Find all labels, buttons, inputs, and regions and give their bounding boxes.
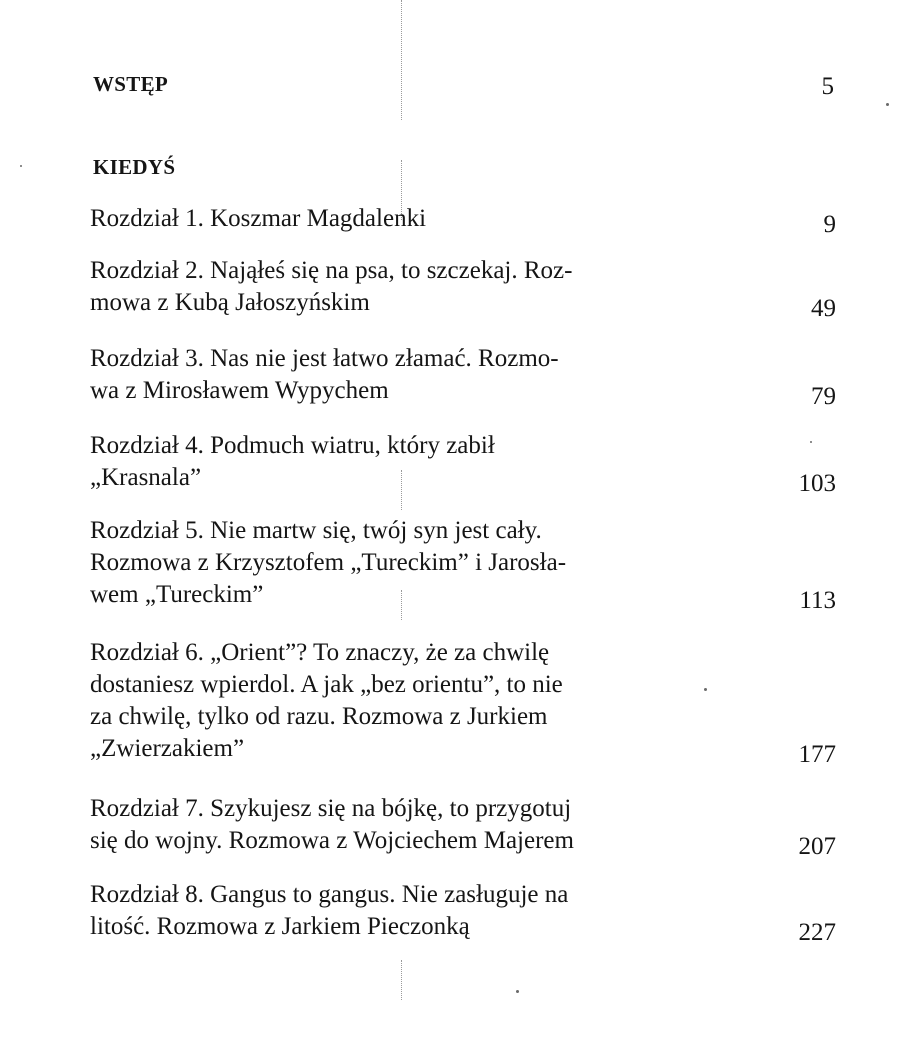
chapter-title: Rozdział 4. Podmuch wiatru, który zabił „Krasnala” (90, 432, 495, 491)
chapter-page-number: 79 (811, 383, 836, 410)
chapter-page-number: 177 (798, 741, 836, 768)
chapter-title: Rozdział 1. Koszmar Magdalenki (90, 205, 427, 232)
toc-entry[interactable] (90, 879, 850, 946)
toc-entry[interactable] (90, 343, 850, 410)
scan-fold-line (401, 0, 403, 120)
chapter-page-number: 9 (823, 211, 836, 238)
toc-entry[interactable] (90, 515, 850, 614)
chapter-title: Rozdział 2. Nająłeś się na psa, to szczekaj. Roz- mowa z Kubą Jałoszyńskim (90, 257, 573, 316)
chapter-page-number: 113 (799, 587, 836, 614)
scan-speck (886, 103, 889, 106)
chapter-title: Rozdział 6. „Orient”? To znaczy, że za chwilę dostaniesz wpierdol. A jak „bez orientu”, to nie za chwilę, tylko od razu. Rozmowa z Jurkiem „Zwierzakiem” (90, 639, 563, 762)
chapter-page-number: 207 (798, 833, 836, 860)
toc-part-title: KIEDYŚ (93, 155, 176, 179)
toc-entry[interactable] (90, 637, 850, 768)
chapter-page-number: 227 (798, 919, 836, 946)
toc-entry[interactable] (90, 793, 850, 860)
chapter-title: Rozdział 8. Gangus to gangus. Nie zasługuje na litość. Rozmowa z Jarkiem Pieczonką (90, 881, 569, 940)
scan-fold-line (401, 960, 403, 1000)
chapter-page-number: 103 (798, 470, 836, 497)
scan-speck (516, 990, 519, 993)
chapter-page-number: 49 (811, 295, 836, 322)
chapter-title: Rozdział 3. Nas nie jest łatwo złamać. Rozmo- wa z Mirosławem Wypychem (90, 345, 559, 404)
toc-intro-page: 5 (821, 73, 834, 100)
chapter-title: Rozdział 7. Szykujesz się na bójkę, to przygotuj się do wojny. Rozmowa z Wojciechem Majerem (90, 795, 574, 854)
toc-entry[interactable] (90, 203, 850, 238)
toc-intro-title: WSTĘP (93, 72, 169, 96)
scan-speck (20, 165, 22, 167)
toc-entry[interactable] (90, 430, 850, 497)
chapter-title: Rozdział 5. Nie martw się, twój syn jest cały. Rozmowa z Krzysztofem „Tureckim” i Jarosła- wem „Tureckim” (90, 517, 567, 608)
toc-entry[interactable] (90, 255, 850, 322)
